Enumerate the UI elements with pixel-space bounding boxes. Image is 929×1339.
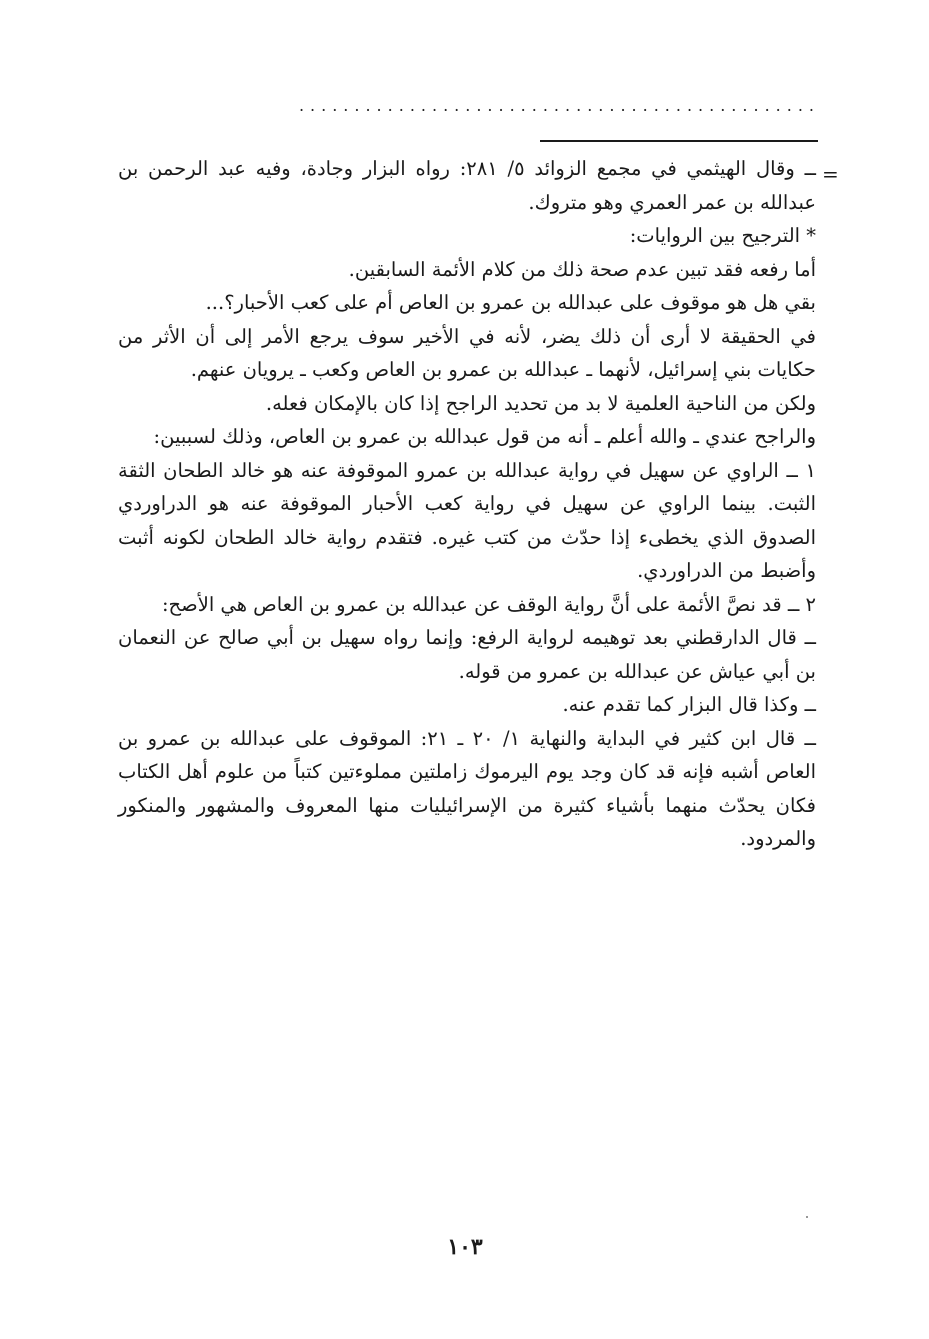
paragraph-haythami: ــ وقال الهيثمي في مجمع الزوائد ٥/ ٢٨١: رواه البزار وجادة، وفيه عبد الرحمن بن عبدالله بن عمر العمري وهو متروك.: [118, 157, 816, 214]
paragraph-reason-one: ١ ــ الراوي عن سهيل في رواية عبدالله بن عمرو الموقوفة عنه هو خالد الطحان الثقة الثبت. بينما الراوي عن سهيل في رواية كعب الأحبار الموقوفة عنه هو الدراوردي الصدوق الذي يخطىء إذا حدّث من كتب غيره. فتقدم رواية خالد الطحان لكونه أثبت وأضبط من الدراوردي.: [118, 458, 816, 582]
paragraph-question: بقي هل هو موقوف على عبدالله بن عمرو بن العاص أم على كعب الأحبار؟...: [205, 291, 816, 314]
section-heading-tarjih: * الترجيح بين الروايات:: [629, 224, 816, 247]
footnote-continuation-mark: =: [822, 162, 839, 186]
page-number: ١٠٣: [447, 1234, 483, 1260]
paragraph-ibn-kathir: ــ قال ابن كثير في البداية والنهاية ١/ ٢٠ ـ ٢١: الموقوف على عبدالله بن عمرو بن العاص أشبه فإنه قد كان وجد يوم اليرموك زاملتين مملوءتين كتباً من علوم أهل الكتاب فكان يحدّث منهما بأشياء كثيرة من الإسرائيليات منها المعروف والمشهور والمنكور والمردود.: [118, 726, 816, 850]
paragraph-raf: أما رفعه فقد تبين عدم صحة ذلك من كلام الأئمة السابقين.: [348, 257, 816, 281]
paragraph-scholarly: ولكن من الناحية العلمية لا بد من تحديد الراجح إذا كان بالإمكان فعله.: [265, 391, 816, 415]
footnote-separator-rule: [540, 140, 818, 142]
paragraph-preferred: والراجح عندي ـ والله أعلم ـ أنه من قول عبدالله بن عمرو بن العاص، وذلك لسببين:: [153, 425, 816, 448]
footnote-body: [118, 152, 816, 856]
paragraph-daraqutni: ــ قال الدارقطني بعد توهيمه لرواية الرفع: وإنما رواه سهيل بن أبي صالح عن النعمان بن أبي عياش عن عبدالله بن عمرو من قوله.: [118, 626, 816, 683]
paragraph-reality: في الحقيقة لا أرى أن ذلك يضر، لأنه في الأخير سوف يرجع الأمر إلى أن الأثر من حكايات بني إسرائيل، لأنهما ـ عبدالله بن عمرو بن العاص وكعب ـ يرويان عنهم.: [118, 324, 816, 381]
paragraph-bazzar: ــ وكذا قال البزار كما تقدم عنه.: [562, 693, 816, 716]
scan-speck: [806, 1216, 808, 1218]
header-dotted-line: ...............................................: [298, 96, 820, 115]
paragraph-reason-two: ٢ ــ قد نصَّ الأئمة على أنَّ رواية الوقف عن عبدالله بن عمرو بن العاص هي الأصح:: [161, 592, 816, 616]
